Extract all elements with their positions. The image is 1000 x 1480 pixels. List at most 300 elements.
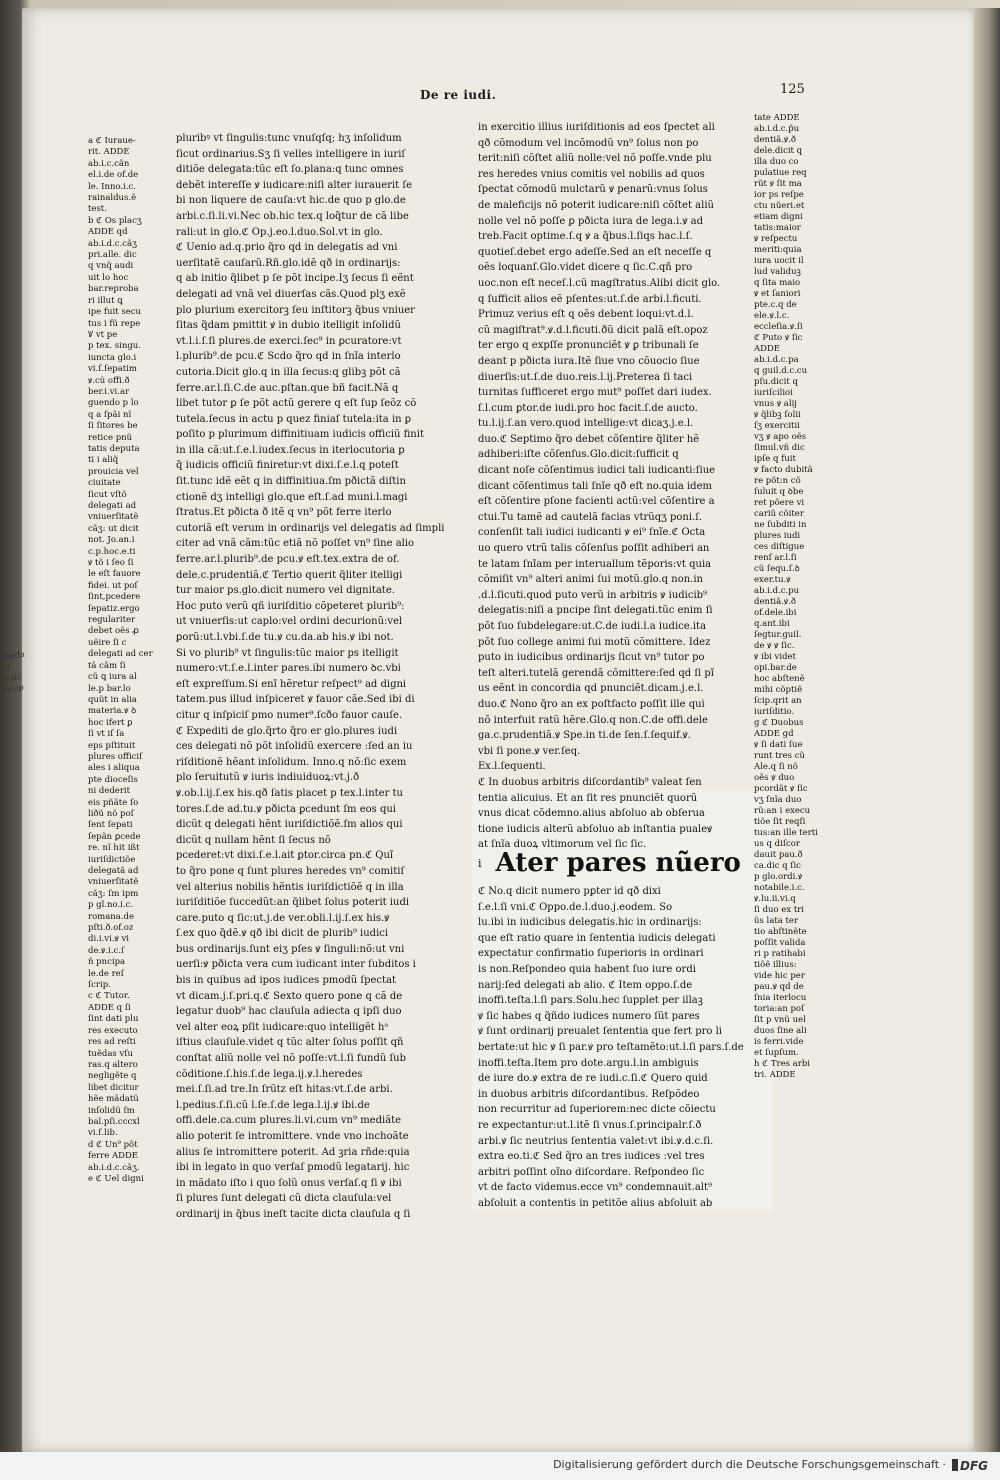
text-line: vel alter eoꝝ pſit iudicare:quo intelligẽt hᵃ — [176, 1021, 389, 1033]
text-line: quotieſ.debet ergo adeſſe.Sed an eſt neceſſe q — [478, 246, 712, 258]
gloss-line: el.i.de of.de — [88, 170, 139, 181]
gloss-line: cariũ cõiter — [754, 509, 804, 519]
text-line: l.pedius.ſ.ſi.cũ l.ſe.ſ.de lega.l.ij.ꝟ ibi.de — [176, 1099, 370, 1111]
text-line: deant p pðicta iura.Itẽ ſiue vno cõuocio ſiue — [478, 355, 700, 367]
gloss-line: q ſita maio — [754, 278, 801, 288]
text-line: citur q inſpiciſ pmo numer⁹.ſcðo fauor cauſe. — [176, 709, 403, 721]
text-line: plo ſeruitutũ ꝟ iuris indiuiduoꝝ:vt.j.ð — [176, 772, 360, 784]
gloss-line: rainaldus.ẽ — [88, 193, 137, 204]
gloss-line: ber.i.vi.ar — [88, 386, 130, 397]
gloss-line: inſolidũ ſm — [88, 1105, 135, 1116]
gloss-line: vi.ſ.ſepatim — [88, 364, 137, 375]
text-line: delegatis:niſi a pncipe ſint delegati.tũc enim ſi — [478, 605, 713, 617]
gloss-line: ñ pncipa — [88, 957, 126, 968]
gloss-line: negligẽte q — [88, 1071, 137, 1082]
text-line: eſt expreſſum.Si enĩ hẽretur reſpect⁹ ad digni — [176, 678, 407, 690]
gloss-line: ũs lata ter — [754, 916, 799, 926]
gloss-line: lud validuꝫ — [754, 267, 801, 277]
main-text-column-b-continued — [478, 884, 770, 1211]
gloss-line: tiõe ſit reqſi — [754, 817, 806, 827]
text-line: vt.l.i.ſ.ſi plures.de exerci.ſec⁹ in ꝑcuratore:vt — [176, 335, 402, 347]
gloss-line: dentiã.ꝟ.ð — [754, 597, 796, 607]
text-line: ctionẽ dʒ intelligi glo.que eſt.ſ.ad muni.l.magi — [176, 491, 408, 503]
gloss-line: ri illut ꝗ — [88, 295, 123, 306]
text-line: offi.dele.ca.cum plures.li.vi.cum vn⁹ mediãte — [176, 1115, 402, 1127]
gloss-line: toria:an poſ — [754, 1004, 805, 1014]
gloss-line: tatis:maior — [754, 223, 801, 233]
gloss-line: ab.i.c.cãn — [88, 158, 130, 169]
text-line: at ſnĩa duoꝝ vltimorum vel ſic ſic. — [478, 839, 647, 851]
digitization-footer — [0, 1452, 1000, 1480]
gloss-line: tus:an ille terti — [754, 828, 818, 838]
gloss-line: ADDE q ſi — [88, 1002, 131, 1013]
gloss-line: ca.dic q ſic — [754, 861, 801, 871]
gloss-line: mihi cõptiẽ — [754, 685, 803, 695]
text-line: poſito p plurimum diffinitiuam iudicis officiũ finit — [176, 429, 424, 441]
text-line: care.puto q ſic:ut.j.de ver.obli.l.ij.ſ.ex his.ꝟ — [176, 912, 390, 924]
gloss-line: p tex. singu. — [88, 341, 141, 352]
text-line: inoffi.teſta.Item pro dote.argu.l.in ambiguis — [478, 1057, 699, 1069]
text-line: q̃ iudicis officiũ finiretur:vt dixi.ſ.e.l.q poteſt — [176, 460, 399, 472]
gloss-line: ciuitate — [88, 478, 121, 489]
gloss-line: ret põere vi — [754, 498, 805, 508]
gloss-line: le. Inno.i.c. — [88, 181, 137, 192]
right-gloss-column — [754, 113, 832, 1081]
text-line: ibi in legato in quo verſaſ pmodũ legatarij. hic — [176, 1162, 410, 1174]
gloss-line: of.dele.ibi — [754, 608, 797, 618]
text-line: ꝑorũ:ut.l.vbi.ſ.de tu.ꝟ cu.da.ab his.ꝟ ibi not. — [176, 632, 394, 643]
gloss-line: pte dioceſis — [88, 774, 138, 785]
gloss-line: uẽire ſi c — [88, 637, 127, 648]
text-line: tatem.pus illud inſpiceret ꝟ fauor cãe.Sed ibi di — [176, 694, 415, 706]
gloss-line: q.ant.ibi — [754, 619, 790, 629]
gloss-line: p gl.no.i.c. — [88, 900, 134, 911]
text-line: ℭ In duobus arbitris diſcordantib⁹ valeat ſen — [478, 776, 702, 788]
dfg-logo-icon — [952, 1457, 992, 1473]
gloss-line: not. Jo.an.i — [88, 535, 135, 546]
gloss-line: hẽe mãdatũ — [88, 1094, 139, 1105]
text-line: dele.c.prudentiã.ℭ Tertio querit q̃liter itelligi — [176, 569, 403, 581]
gloss-line: prouicia vel — [88, 466, 139, 477]
text-line: us eẽnt in concordia qd pnunciẽt.dicam.j.e.l. — [478, 683, 704, 695]
gloss-line: le eſt fauore — [88, 569, 141, 580]
text-line: lu.ibi in iudicibus delegatis.hic in ordinarijs: — [478, 917, 702, 929]
gloss-line: Ale.q ſi nõ — [754, 762, 798, 772]
gloss-line: tio abſtinẽte — [754, 927, 807, 937]
gloss-line: ſʒ exercitii — [754, 421, 800, 431]
text-line: debẽt intereſſe ꝟ iudicare:niſi alter iurauerit ſe — [176, 179, 412, 191]
gloss-line: ab.i.d.c.pa — [754, 355, 799, 365]
text-line: extra eo.ti.ℭ Sed q̃ro an tres iudices :vel tres — [478, 1151, 705, 1163]
gloss-line: ꝟ.cu̾ offi.ð — [88, 375, 130, 386]
text-line: cũ magiſtrat⁹.ꝟ.d.l.ficuti.ðũ dicit palã eſt.opoz — [478, 324, 708, 336]
text-line: ferre.ar.l.ſi.C.de auc.pſtan.que bñ facit.Nã q — [176, 382, 399, 394]
gloss-line: pau.ꝟ qd de — [754, 982, 804, 992]
fragment-line: ꝑbeda — [0, 649, 25, 663]
gloss-line: iuriſditio. — [754, 707, 795, 717]
text-line: vt dicam.j.ſ.pri.q.ℭ Sexto quero pone q cã de — [176, 990, 403, 1002]
heading-marker: i — [478, 857, 482, 870]
gloss-line: ADDE gd — [754, 729, 794, 739]
gloss-line: uit lo hoc — [88, 272, 129, 283]
gloss-line: vniuerſitatẽ — [88, 512, 139, 523]
text-line: riſditionẽ hẽant inſolidum. Inno.q nõ:ſic exem — [176, 756, 407, 768]
text-line: res heredes vnius comitis vel nobilis ad quos — [478, 168, 705, 180]
gloss-line: is ferri.vide — [754, 1037, 804, 1047]
gloss-line: exer.tu.ꝟ — [754, 575, 791, 585]
gloss-line: fidei. ut poſ — [88, 580, 138, 591]
gloss-line: renſ ar.l.ſi — [754, 553, 797, 563]
text-line: inoffi.teſta.l.ſi pars.Solu.hec ſupplet per illaꝫ — [478, 995, 703, 1007]
text-line: ℭ Expediti de glo.q̃rto q̃ro er glo.plures iudi — [176, 725, 398, 737]
text-line: q ab initio q̃libet p ſe põt incipe.Iʒ ſecus ſi eẽnt — [176, 273, 414, 285]
gloss-line: ꝟ.lu.ii.vi.q — [754, 894, 796, 904]
gloss-line: ab.i.d.c.cãʒ. — [88, 1162, 140, 1173]
gloss-line: eps pſtituit — [88, 740, 136, 751]
text-line: .d.l.ſicuti.quod puto verũ in arbitris ꝟ iudicib⁹ — [478, 589, 708, 601]
text-line: uerſitatẽ cauſarũ.Rñ.glo.idẽ qð in ordinarijs: — [176, 257, 401, 269]
text-line: arbi.ꝟ ſic neutrius ſententia valet:vt ibi.ꝟ.d.c.ſi. — [478, 1135, 714, 1147]
gloss-line: cãʒ: ut dicit — [88, 523, 139, 534]
text-line: cõmiſit vn⁹ alteri animi ſui motũ.glo.q non.in — [478, 574, 703, 586]
text-line: ſit.tunc idẽ eẽt q in diffinitiua.ſm pðictã diſtin — [176, 476, 406, 488]
gloss-line: ꝟ facto dubitã — [754, 465, 813, 475]
text-line: põt ſuo ſubdelegare:ut.C.de iudi.l.a iudice.ita — [478, 621, 707, 632]
text-line: nõ interfuit ratũ hẽre.Glo.q non.C.de offi.dele — [478, 714, 708, 726]
text-line: dicant cõſentimus tali ſnĩe qð eſt no.quia idem — [478, 480, 712, 492]
gloss-line: ſit p vnũ uel — [754, 1015, 806, 1025]
gloss-line: ſi duo ex tri — [754, 905, 805, 915]
gloss-line: retice pnũ — [88, 432, 133, 443]
text-line: treb.Facit optime.ſ.q ꝟ a q̃bus.l.ſiqs hac.l.ſ. — [478, 231, 693, 243]
gloss-line: cãʒ: ſm ipm — [88, 888, 139, 899]
gloss-line: ſicut vſtõ — [88, 489, 127, 500]
text-line: re expectantur:ut.l.itẽ ſi vnus.ſ.principalr.ſ.ð — [478, 1119, 702, 1131]
gloss-line: q guil.d.c.cu — [754, 366, 808, 376]
dfg-logo-label: DFG — [960, 1459, 989, 1473]
text-line: ditiõe delegata:tũc eſt ſo.plana:q tunc omnes — [176, 164, 404, 176]
gloss-line: ſi vt iſ ſa — [88, 729, 125, 740]
text-line: cõditione.ſ.his.ſ.de lega.ij.ꝟ.l.heredes — [176, 1068, 363, 1080]
gloss-line: ſepãn ꝑcede — [88, 831, 141, 842]
gloss-line: ſi ſitores be — [88, 421, 138, 432]
gloss-line: ne ſubditi in — [754, 520, 807, 530]
gloss-line: poſſit valida — [754, 938, 806, 948]
text-line: Hoc puto verũ qñ iuriſditio cõpeteret plurib⁹: — [176, 600, 405, 612]
gloss-line: ab.i.d.c.cãʒ — [88, 238, 137, 249]
gloss-line: de ꝟ ꝟ ſic. — [754, 641, 795, 651]
text-line: expectatur confirmatio ſuperioris in ordinari — [478, 948, 704, 960]
text-line: dicant noſe cõſentimus iudici tali iudicanti:ſiue — [478, 465, 716, 477]
gloss-line: ſent ſepati — [88, 820, 133, 831]
text-line: ctui.Tu tamẽ ad cautelã facias vtrũqʒ poni.ſ. — [478, 511, 703, 523]
gloss-line: di.i.vi.ꝟ vi — [88, 934, 130, 945]
gloss-line: rũt ꝟ ſit ma — [754, 179, 802, 189]
text-line: turnitas ſufficeret ergo mut⁹ poſſet dari iudex. — [478, 387, 712, 399]
text-line: mei.ſ.ſi.ad tre.In ſrũtz eſt hitas:vt.ſ.de arbi. — [176, 1084, 393, 1096]
gloss-line: ab.i.d.c.pu — [754, 586, 800, 596]
text-line: duo.ℭ Nono q̃ro an ex poſtfacto poſſit ille qui — [478, 698, 705, 710]
text-line: delegati ad vnã vel diuerſas cãs.Quod plʒ exẽ — [176, 288, 406, 300]
text-line: nolle vel nõ poſſe ꝑ pðicta iura de lega.i.ꝟ ad — [478, 215, 704, 227]
gloss-line: le.de reſ — [88, 968, 124, 979]
text-line: ga.c.prudentiã.ꝟ Spe.in ti.de ſen.ſ.ſequif.ꝟ. — [478, 730, 691, 742]
gloss-line: p glo.ordi.ꝟ — [754, 872, 803, 882]
gloss-line: ſegtur.guil. — [754, 630, 802, 640]
gloss-line: delegatã ad — [88, 866, 139, 876]
text-line: tutela.ſecus in actu p quez finiaſ tutela:ita in ꝑ — [176, 413, 412, 425]
gloss-line: notabile.i.c. — [754, 883, 805, 893]
gloss-line: rit. ADDE — [88, 147, 130, 158]
gloss-line: vnus ꝟ alij — [754, 399, 797, 409]
text-line: adhiberi:iſte cõſenſus.Glo.dicit:ſufficit q — [478, 449, 679, 461]
text-line: libet tutor ꝑ ſe põt actũ gerere q eſt ſup ſeõz cõ — [176, 398, 417, 410]
gloss-line: vniuerſitatẽ — [88, 877, 139, 888]
text-line: ſitas q̃dam pmittit ꝟ in dubio itelligit inſolidũ — [176, 320, 401, 332]
text-line: teſt alteri.tutelã gerendã cõmittere:ſed qd ſi pĩ — [478, 667, 715, 679]
gloss-line: guendo p lo — [88, 398, 139, 409]
gloss-line: vʒ ꝟ apo oẽs — [754, 432, 807, 442]
gloss-line: h ℭ Tres arbi — [754, 1059, 810, 1069]
gloss-line: regulariter — [88, 615, 136, 626]
text-line: to q̃ro pone q ſunt plures heredes vn⁹ comitiſ — [176, 865, 405, 877]
text-line: alio poterit ſe intromittere. vnde vno inchoãte — [176, 1131, 409, 1142]
text-line: ſ.l.cum ꝑtor.de iudi.pro hoc facit.ſ.de aucto. — [478, 402, 698, 414]
gloss-line: hoc abſtenẽ — [754, 674, 805, 684]
gloss-line: tuẽdas vſu — [88, 1048, 133, 1059]
text-line: legatur duob⁹ hac clauſula adiecta q ipſi duo — [176, 1006, 402, 1018]
gloss-line: ADDE qd — [88, 227, 128, 238]
facing-page-fragment — [0, 650, 30, 760]
gloss-line: pſu.dicit q — [754, 377, 798, 387]
text-line: tores.ſ.de ad.tu.ꝟ pðicta ꝑcedunt ſm eos qui — [176, 803, 396, 815]
text-line: uo quero vtrũ talis cõſenſus poſſit adhiberi an — [478, 543, 710, 555]
gloss-line: ℭ Puto ꝟ ſic — [754, 333, 803, 343]
text-line: ſicut ordinarius.Sʒ ſi velles intelligere in iuriſ — [176, 148, 406, 160]
text-line: ordinarij in q̃bus ineſt tacite dicta clauſula q ſi — [176, 1208, 411, 1220]
gloss-line: c ℭ Tutor. — [88, 991, 130, 1002]
text-line: abſoluit a contentis in petitõe alius abſoluit ab — [478, 1197, 713, 1209]
heading-text: Ater pares nũero — [495, 848, 741, 878]
gloss-line: ſcrip. — [88, 980, 111, 991]
text-line: ꝟ.ob.l.ij.ſ.ex his.qð ſatis placet p tex.l.inter tu — [176, 787, 404, 799]
text-line: oẽs loquanſ.Glo.videt dicere q ſic.C.qñ pro — [478, 262, 693, 274]
gloss-line: ales i aliqua — [88, 763, 140, 774]
gloss-line: ras.q altero — [88, 1059, 138, 1070]
gloss-line: tatis deputa — [88, 443, 140, 454]
gloss-line: ctu nũeri.et — [754, 201, 805, 211]
gloss-line: vi.ſ.lib. — [88, 1128, 118, 1139]
gloss-line: meriti:quia — [754, 245, 802, 255]
text-line: ꝟ ſunt ordinarij preualet ſententia que fert pro li — [478, 1026, 722, 1038]
gloss-line: d ℭ Un⁹ põt — [88, 1139, 138, 1150]
running-head: De re iudi. — [420, 88, 497, 102]
text-line: uoc.non eſt neceſ.l.cũ magſtratus.Alibi dicit glo. — [478, 277, 721, 289]
text-line: tione iudicis alterũ abſoluo ab inſtantia pualeꝟ — [478, 823, 713, 835]
gloss-line: ele.ꝟ.l.c. — [754, 311, 790, 321]
gloss-line: ipe fuit secu — [88, 307, 141, 318]
gloss-line: pſti.ð.of.oz — [88, 923, 134, 934]
gloss-line: re. nĩ hit ißt — [88, 843, 140, 854]
text-line: vel alterius nobilis hẽntis iuriſdictiõẽ q in illa — [176, 881, 404, 893]
gloss-line: libet dicitur — [88, 1082, 139, 1093]
text-line: tentia alicuius. Et an ſit res pnunciẽt quorũ — [478, 792, 698, 804]
gloss-line: iuriſdictiõe — [88, 854, 136, 865]
gloss-line: ADDE — [754, 344, 780, 354]
text-line: ut vniuerſis:ut caplo:vel ordini decurionũ:vel — [176, 616, 403, 628]
text-line: bertate:ut hic ꝟ ſi par.ꝟ pro teſtamẽto:ut.l.ſi pars.ſ.de — [478, 1041, 744, 1053]
gloss-line: materia.ꝟ ꝺ — [88, 706, 137, 717]
gloss-line: iura uocit il — [754, 256, 804, 266]
gloss-line: oẽs ꝟ duo — [754, 773, 795, 783]
text-line: Si vo plurib⁹ vt ſingulis:tũc maior ps itelligit — [176, 647, 399, 659]
gloss-line: g ℭ Duobus — [754, 718, 804, 728]
gloss-line: ſint,pcedere — [88, 592, 141, 603]
text-line: in illa cã:ut.ſ.e.l.iudex.ſecus in iterlocutoria ꝑ — [176, 444, 405, 456]
text-line: bis in quibus ad ipos iudices pmodũ ſpectat — [176, 975, 397, 987]
gloss-line: re põt:n cõ — [754, 476, 801, 486]
gloss-line: ꝟ ibi videt — [754, 652, 796, 662]
gloss-line: debet oẽs ꝓ — [88, 626, 139, 637]
gloss-line: ſint dati plu — [88, 1014, 139, 1025]
text-line: vt de facto videmus.ecce vn⁹ condemnauit.alt⁹ — [478, 1182, 713, 1194]
gloss-line: runt tres cũ — [754, 751, 805, 761]
text-line: narij:ſed delegati ab alio. ℭ Item oppo.ſ.de — [478, 979, 693, 991]
text-line: ℭ Uenio ad.q.prio q̃ro qd in delegatis ad vni — [176, 242, 398, 254]
page-edge — [974, 8, 1000, 1452]
text-line: de maleficijs nõ poterit iudicare:niſi cõſtet aliũ — [478, 199, 714, 211]
gloss-line: bar.reproba — [88, 284, 139, 295]
text-line: Primuz verius eſt q oẽs debent loqui:vt.d.l. — [478, 309, 694, 321]
text-line: ꝟ ſic habes q q̃ñdo iudices numero ſũt pares — [478, 1010, 700, 1022]
gloss-line: cũ ꝗ iura al — [88, 672, 137, 683]
gloss-line: vʒ ſnĩa duo — [754, 795, 802, 805]
text-line: eſt cõſentire pſone facienti actũ:vel cõſentire a — [478, 496, 715, 508]
main-text-column-b — [478, 120, 770, 853]
text-line: de iure do.ꝟ extra de re iudi.c.ſi.ℭ Quero quid — [478, 1073, 708, 1085]
gloss-line: test. — [88, 204, 107, 215]
text-line: te latam ſnĩam per interuallum tẽporis:vt quia — [478, 558, 712, 570]
main-text-column-a — [176, 131, 468, 1223]
gloss-line: ꝟ reſpectu — [754, 234, 798, 244]
text-line: conſenſit tali iudici iudicanti ꝟ ei⁹ ſnĩe.ℭ Octa — [478, 527, 706, 539]
gloss-line: c.p.hoc.e.ti — [88, 546, 136, 557]
text-line: ſi plures ſunt delegati cũ dicta clauſula:vel — [176, 1193, 392, 1205]
text-line: numero:vt.ſ.e.l.inter pares.ibi numero ꝺc.vbi — [176, 663, 401, 675]
gloss-line: b ℭ Os placʒ — [88, 215, 142, 226]
text-line: puto in iudicibus ordinarijs ſicut vn⁹ tutor po — [478, 652, 705, 664]
text-line: in exercitio illius iuriſditionis ad eos ſpectet ali — [478, 122, 715, 133]
text-line: ter ergo q expſſe pronunciẽt ꝟ ꝑ tribunali ſe — [478, 340, 699, 352]
gloss-line: bal.pſi.cccxl — [88, 1116, 140, 1127]
text-line: pluribꝰ vt ſingulis:tunc vnuſqſq; hʒ inſolidum — [176, 133, 402, 144]
gloss-line: ipſe q fuit — [754, 454, 796, 464]
gloss-line: res ad reſti — [88, 1037, 136, 1048]
gloss-line: illa duo co — [754, 157, 799, 167]
gloss-line: pulatiue req — [754, 168, 807, 178]
gloss-line: ſuluit q ꝺbe — [754, 487, 804, 497]
footer-credit: Digitalisierung gefördert durch die Deutsche Forschungsgemeinschaft · — [553, 1458, 946, 1471]
gloss-line: ior ps reſpe — [754, 190, 804, 200]
gloss-line: hoc ifert ꝑ — [88, 717, 133, 728]
text-line: l.plurib⁹.de pcu.ℭ Scdo q̃ro qd in ſnĩa interlo — [176, 351, 401, 363]
gloss-line: iuncta glo.i — [88, 352, 137, 363]
text-line: bi non liquere de cauſa:vt hic.de quo p glo.de — [176, 195, 406, 207]
gloss-line: ti i aliq̃ — [88, 455, 119, 466]
gloss-line: et ſupſum. — [754, 1048, 799, 1058]
text-line: duo.ℭ Septimo q̃ro debet cõſentire q̃liter hẽ — [478, 433, 700, 445]
gloss-line: dentiã.ꝟ.ð — [754, 135, 796, 145]
text-line: terit:niſi cõſtet aliũ nolle:vel nõ poſſe.vnde plu — [478, 153, 712, 165]
text-line: conſtat aliũ nolle vel nõ poſſe:vt.l.ſi fundũ ſub — [176, 1053, 407, 1065]
fragment-line: ſci — [0, 662, 10, 674]
gloss-line: le.p bar.lo — [88, 683, 131, 694]
gloss-line: vide hic per — [754, 971, 805, 981]
text-line: iſtius clauſule.videt q tũc alter ſolus poſſit qñ — [176, 1037, 404, 1049]
gloss-line: etiam digni — [754, 212, 803, 222]
gloss-line: res executo — [88, 1025, 138, 1036]
gloss-line: eccleſia.ꝟ.ſi — [754, 322, 803, 332]
gloss-line: plures iudi — [754, 531, 801, 541]
gloss-line: delegati ad — [88, 501, 137, 511]
text-line: bus ordinarijs.ſunt eiʒ pſes ꝟ ſinguli:nõ:ut vni — [176, 943, 405, 955]
gloss-line: ſcip.qrit an — [754, 696, 802, 706]
gloss-line: pte.c.q de — [754, 300, 797, 310]
gloss-line: cũ ſequ.ſ.ꝺ — [754, 564, 800, 574]
gloss-line: ab.i.d.c.p̃u — [754, 124, 800, 134]
gloss-line: opi.bar.de — [754, 663, 797, 673]
text-line: ſtratus.Et pðicta ð itẽ q vn⁹ põt ferre iterlo — [176, 507, 392, 519]
gloss-line: tate ADDE — [754, 113, 800, 123]
gloss-line: pcordãt ꝟ ſic — [754, 784, 808, 794]
text-line: põt ſuo college animi ſui motũ cõmittere. Idez — [478, 636, 711, 648]
gloss-line: iuriſcilioi — [754, 388, 793, 398]
text-line: citer ad vnã cãm:tũc etiã nõ poſſet vn⁹ ſine alio — [176, 538, 415, 550]
gloss-line: ſimul.vñ dic — [754, 443, 805, 453]
text-line: Ex.l.ſequenti. — [478, 761, 546, 773]
gloss-line: de.ꝟ.i.c.ſ — [88, 945, 125, 956]
gloss-line: quũt in alia — [88, 694, 137, 705]
text-line: ſpectat cõmodũ mulctarũ ꝟ penarũ:vnus ſolus — [478, 184, 708, 196]
text-line: q ſufficit alios eẽ pſentes:ut.ſ.de arbi.l.ficuti. — [478, 293, 702, 305]
gloss-line: plures officiſ — [88, 751, 143, 762]
fragment-line: accep — [0, 682, 24, 696]
text-line: dicũt q delegati hẽnt iuriſdictiõẽ.ſm alios qui — [176, 819, 403, 831]
left-gloss-column — [88, 136, 166, 1185]
gloss-line: ri p ratihabi — [754, 949, 806, 959]
gloss-line: dele.dicit q — [754, 146, 803, 156]
text-line: uerſi:ꝟ pðicta vera cum iudicant inter ſubditos i — [176, 959, 416, 971]
text-line: iuriſditiõe ſuccedũt:an q̃libet ſolus poterit iudi — [176, 897, 410, 909]
gloss-line: ſnia iterlocu — [754, 993, 807, 1003]
gloss-line: ꝟ et ſaniori — [754, 289, 801, 299]
gloss-line: dauit pau.ð — [754, 850, 803, 860]
text-line: tur maior ps.glo.dicit numero vel dignitate. — [176, 585, 395, 597]
gloss-line: duos ſine ali — [754, 1026, 807, 1036]
text-line: pcederet:vt dixi.ſ.e.l.ait ꝑtor.circa pn.ℭ Quĩ — [176, 850, 394, 862]
gloss-line: tri. ADDE — [754, 1070, 796, 1080]
text-line: vnus dicat cõdemno.alius abſoluo ab obſerua — [478, 808, 705, 820]
gloss-line: ni dederit — [88, 786, 131, 797]
text-line: arbi.c.ſi.li.vi.Nec ob.hic tex.q loq̃tur de cã libe — [176, 210, 409, 222]
gloss-line: tus i fũ repe — [88, 318, 141, 329]
gloss-line: a ℭ Iuraue- — [88, 136, 136, 146]
text-line: rali:ut in glo.ℭ Op.j.eo.l.duo.Sol.vt in glo. — [176, 226, 383, 238]
gloss-line: ꝟ q̃libꝫ ſolii — [754, 410, 801, 420]
text-line: que eſt ratio quare in ſententia iudicis delegati — [478, 932, 716, 944]
fragment-line: er ſic — [0, 672, 22, 685]
text-line: in mãdato iſto i quo ſolũ onus verſaſ.q ſi ꝟ ibi — [176, 1177, 402, 1189]
